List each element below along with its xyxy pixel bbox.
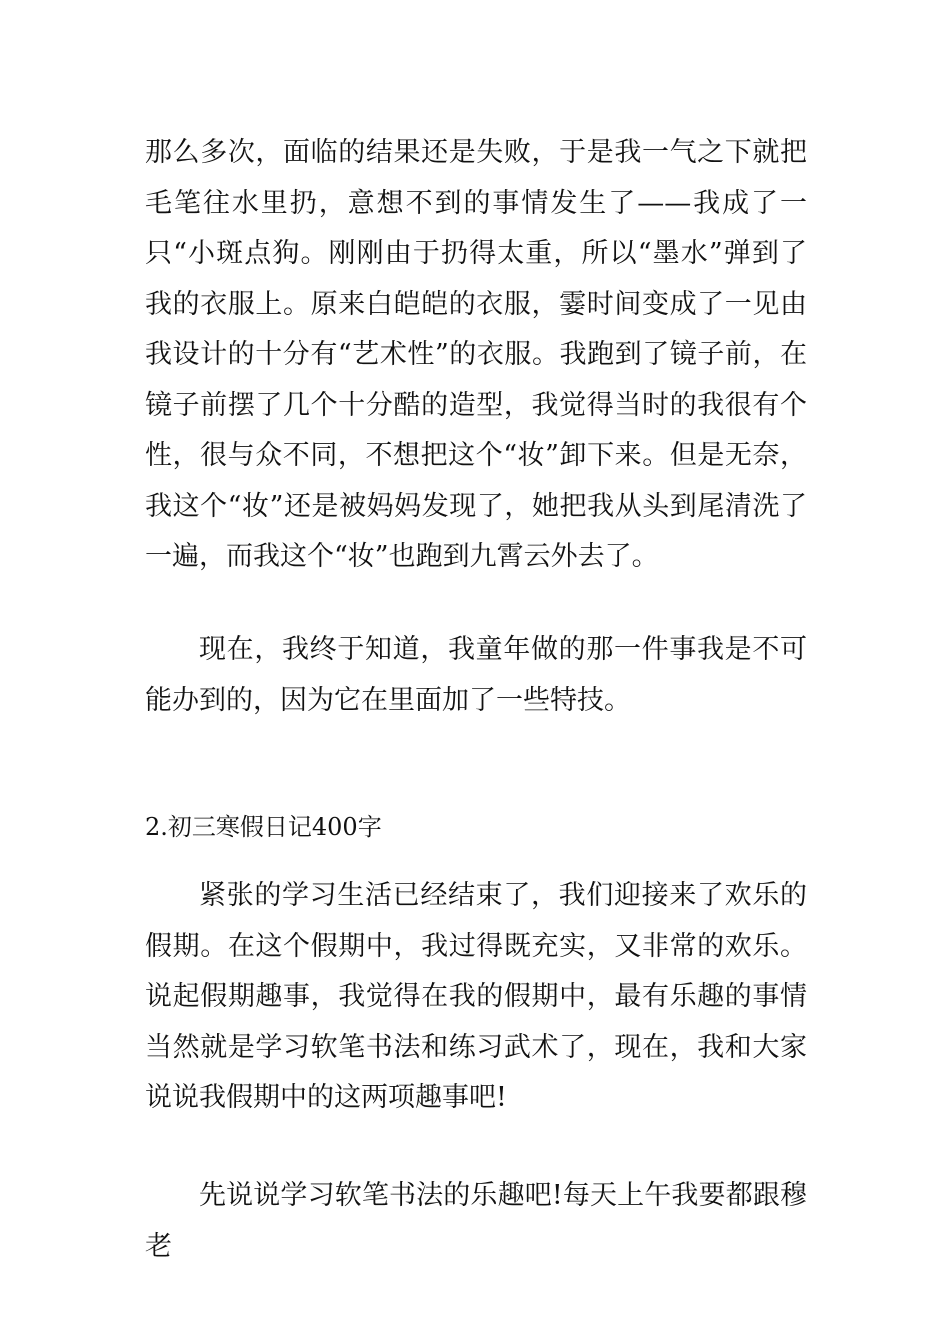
body-paragraph: 现在，我终于知道，我童年做的那一件事我是不可能办到的，因为它在里面加了一些特技。 bbox=[145, 634, 807, 716]
body-paragraph: 紧张的学习生活已经结束了，我们迎接来了欢乐的假期。在这个假期中，我过得既充实，又非常的欢乐。说起假期趣事，我觉得在我的假期中，最有乐趣的事情当然就是学习软笔书法和练习武术了，现在，我和大家说说我假期中的这两项趣事吧! bbox=[145, 880, 807, 1113]
body-paragraph: 那么多次，面临的结果还是失败，于是我一气之下就把毛笔往水里扔，意想不到的事情发生了——我成了一只“小斑点狗。刚刚由于扔得太重，所以“墨水”弹到了我的衣服上。原来白皑皑的衣服，霎时间变成了一见由我设计的十分有“艺术性”的衣服。我跑到了镜子前，在镜子前摆了几个十分酷的造型，我觉得当时的我很有个性，很与众不同，不想把这个“妆”卸下来。但是无奈，我这个“妆”还是被妈妈发现了，她把我从头到尾清洗了一遍，而我这个“妆”也跑到九霄云外去了。 bbox=[145, 137, 807, 572]
section-heading: 2.初三寒假日记400字 bbox=[145, 813, 382, 841]
body-paragraph: 先说说学习软笔书法的乐趣吧!每天上午我要都跟穆老 bbox=[145, 1180, 807, 1262]
